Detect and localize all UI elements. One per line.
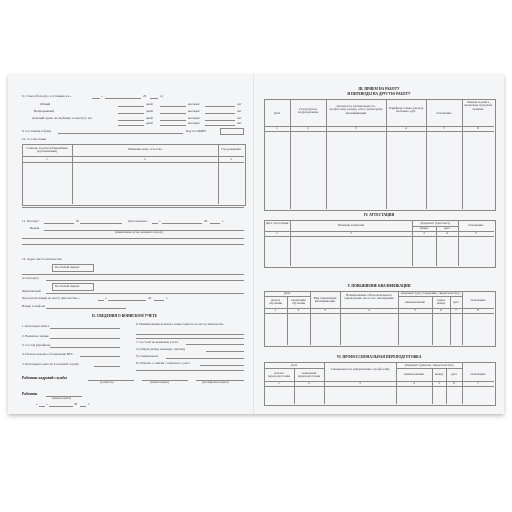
stazh-label: 9. Стаж работы (по состоянию на « — [22, 94, 72, 98]
phone-label: Номер телефона — [22, 304, 46, 308]
worker-label: Работник — [22, 392, 38, 396]
hr-label: Работник кадровой службы — [22, 376, 67, 380]
passport-label: 11. Паспорт: — [22, 219, 40, 223]
marital-label: 9. Состояние в браке — [22, 129, 52, 133]
issued-label: Выдан — [30, 226, 40, 230]
section3-title: III. ПРИЕМ НА РАБОТУ — [358, 87, 400, 91]
page-fold — [253, 74, 254, 414]
reg-date-label: Дата регистрации по месту жительства « — [22, 296, 80, 300]
section4-title: IV. АТТЕСТАЦИЯ — [363, 213, 395, 217]
addr-passport-label: по паспорту — [22, 276, 39, 280]
okin-code-box[interactable] — [220, 128, 244, 135]
military-section-title: II. СВЕДЕНИЯ О ВОИНСКОМ УЧЕТЕ — [92, 314, 158, 318]
section6-title: VI. ПРОФЕССИОНАЛЬНАЯ ПЕРЕПОДГОТОВКА — [336, 355, 422, 359]
stazh-row-label: Общий — [40, 102, 51, 106]
section5-title: V. ПОВЫШЕНИЕ КВАЛИФИКАЦИИ — [347, 284, 411, 288]
section3-subtitle: И ПЕРЕВОДЫ НА ДРУГУЮ РАБОТУ — [347, 92, 411, 96]
address-label: 12. Адрес места жительства: — [22, 257, 63, 261]
stazh-row-label: Дающий право на надбавку за выслугу лет — [32, 116, 93, 120]
stazh-row-label: Непрерывный — [34, 109, 54, 113]
family-label: 10. Состав семьи — [22, 137, 46, 141]
addr-fact-label: Фактический — [22, 289, 41, 293]
